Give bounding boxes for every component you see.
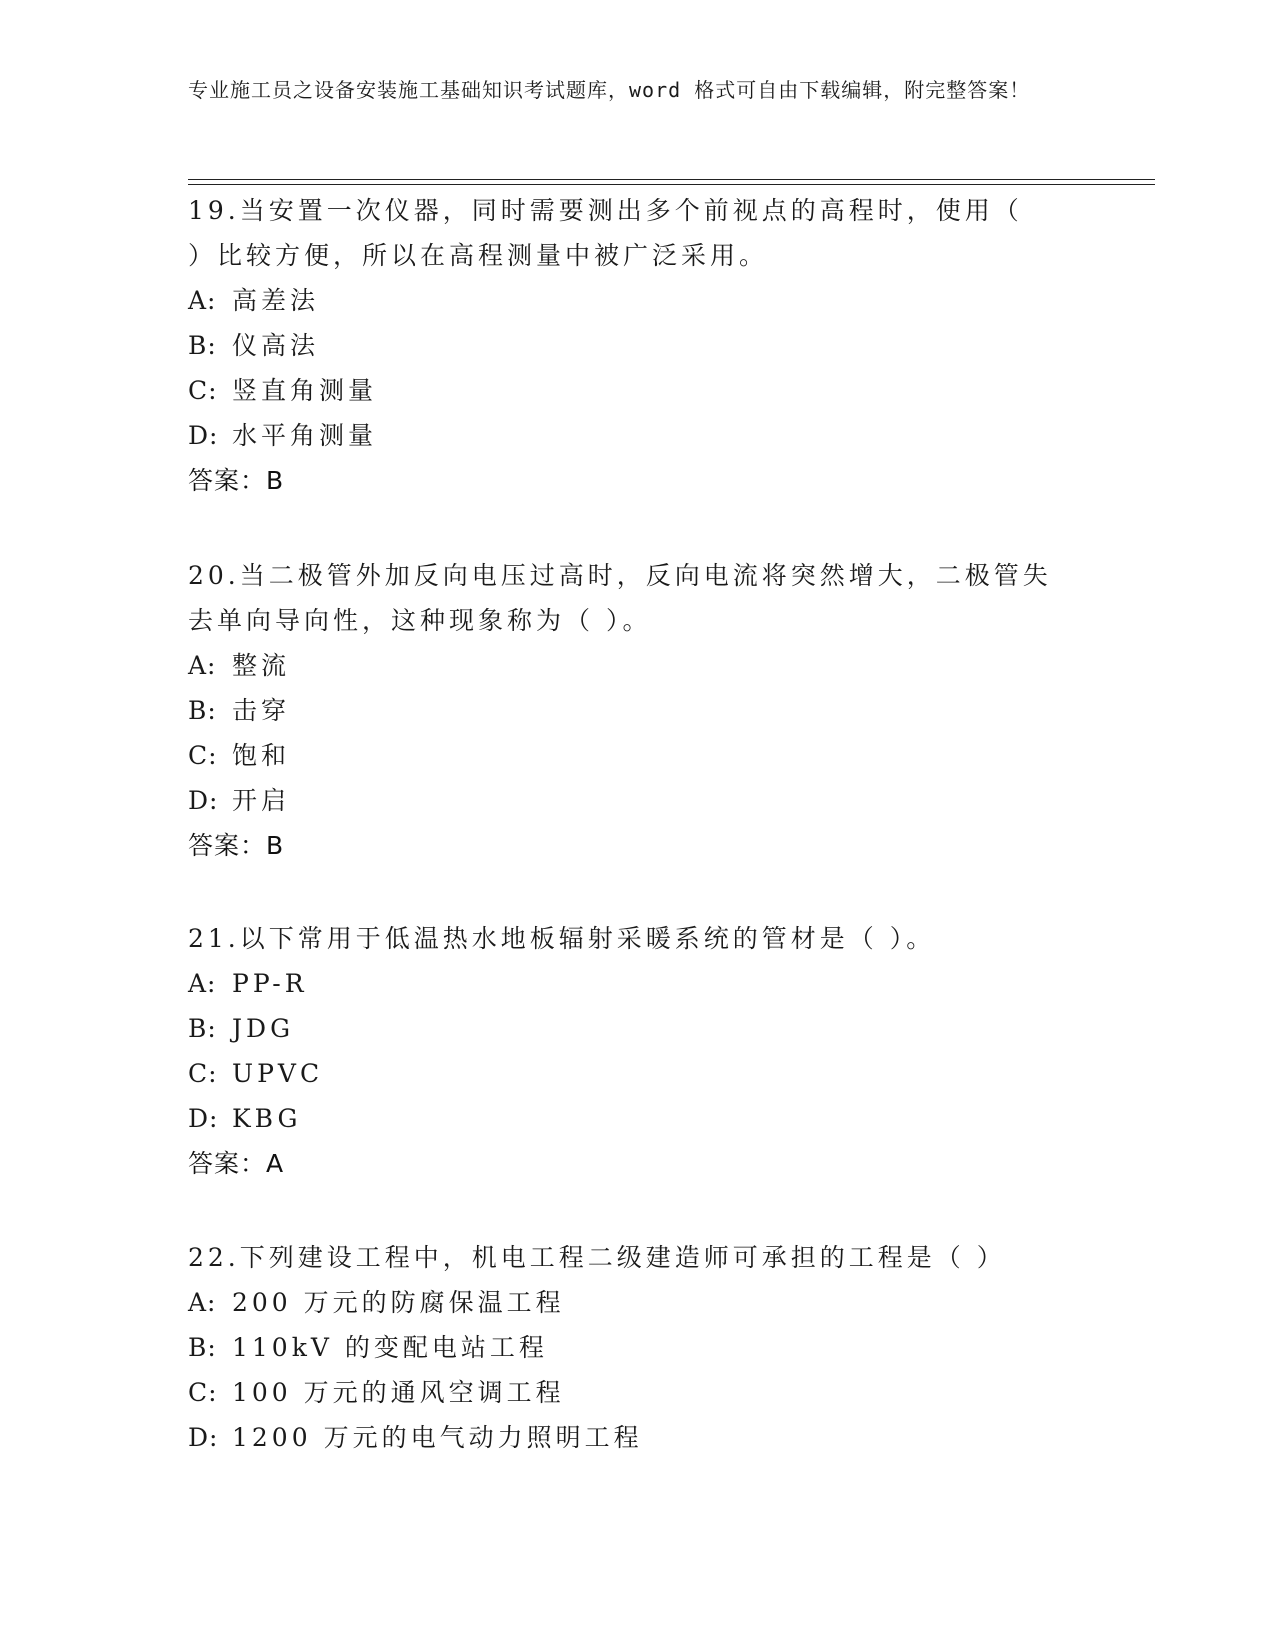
option-text: PP-R <box>232 969 308 998</box>
question-stem: 20.当二极管外加反向电压过高时，反向电流将突然增大，二极管失去单向导向性，这种现象称为（ ）。 <box>188 561 1052 635</box>
option-text: 整流 <box>232 651 291 680</box>
option-letter: B: <box>188 331 217 360</box>
option-text: 饱和 <box>232 741 291 770</box>
question-21 <box>188 916 1088 1186</box>
option-a <box>188 961 1088 1006</box>
option-letter: D: <box>188 786 219 815</box>
question-stem: 22.下列建设工程中，机电工程二级建造师可承担的工程是（ ） <box>188 1243 1006 1272</box>
option-letter: C: <box>188 376 218 405</box>
option-c <box>188 1051 1088 1096</box>
option-letter: D: <box>188 1104 219 1133</box>
header-divider-bottom <box>188 184 1155 185</box>
header-divider-top <box>188 179 1155 180</box>
option-b <box>188 323 1088 368</box>
option-letter: A: <box>188 969 217 998</box>
option-a <box>188 643 1088 688</box>
option-d <box>188 413 1088 458</box>
document-header: 专业施工员之设备安装施工基础知识考试题库，word 格式可自由下载编辑，附完整答案！ <box>188 78 1031 102</box>
option-letter: D: <box>188 421 219 450</box>
option-letter: B: <box>188 1014 217 1043</box>
option-text: 高差法 <box>232 286 320 315</box>
answer-line: 答案：B <box>188 466 285 495</box>
question-20 <box>188 553 1088 868</box>
question-stem: 19.当安置一次仪器，同时需要测出多个前视点的高程时，使用（ ）比较方便，所以在高程测量中被广泛采用。 <box>188 196 1023 270</box>
option-letter: C: <box>188 1059 218 1088</box>
option-a <box>188 278 1088 323</box>
question-22 <box>188 1235 1088 1460</box>
option-d <box>188 1096 1088 1141</box>
option-letter: B: <box>188 696 217 725</box>
option-text: 击穿 <box>232 696 291 725</box>
option-text: 100 万元的通风空调工程 <box>232 1378 565 1407</box>
option-b <box>188 1325 1088 1370</box>
option-letter: A: <box>188 1288 217 1317</box>
option-text: 开启 <box>232 786 291 815</box>
option-letter: C: <box>188 1378 218 1407</box>
option-text: KBG <box>232 1104 302 1133</box>
answer-line: 答案：B <box>188 831 285 860</box>
option-text: JDG <box>232 1014 295 1043</box>
option-letter: A: <box>188 286 217 315</box>
question-19 <box>188 188 1088 503</box>
option-b <box>188 688 1088 733</box>
option-b <box>188 1006 1088 1051</box>
option-letter: D: <box>188 1423 219 1452</box>
option-text: 水平角测量 <box>232 421 378 450</box>
question-stem: 21.以下常用于低温热水地板辐射采暖系统的管材是（ ）。 <box>188 924 936 953</box>
option-text: UPVC <box>232 1059 324 1088</box>
option-letter: B: <box>188 1333 217 1362</box>
option-c <box>188 368 1088 413</box>
option-a <box>188 1280 1088 1325</box>
option-text: 竖直角测量 <box>232 376 378 405</box>
option-d <box>188 778 1088 823</box>
option-text: 110kV 的变配电站工程 <box>232 1333 548 1362</box>
option-c <box>188 1370 1088 1415</box>
option-text: 仪高法 <box>232 331 320 360</box>
option-letter: C: <box>188 741 218 770</box>
option-text: 1200 万元的电气动力照明工程 <box>232 1423 643 1452</box>
answer-line: 答案：A <box>188 1149 285 1178</box>
option-text: 200 万元的防腐保温工程 <box>232 1288 565 1317</box>
option-letter: A: <box>188 651 217 680</box>
option-d <box>188 1415 1088 1460</box>
option-c <box>188 733 1088 778</box>
